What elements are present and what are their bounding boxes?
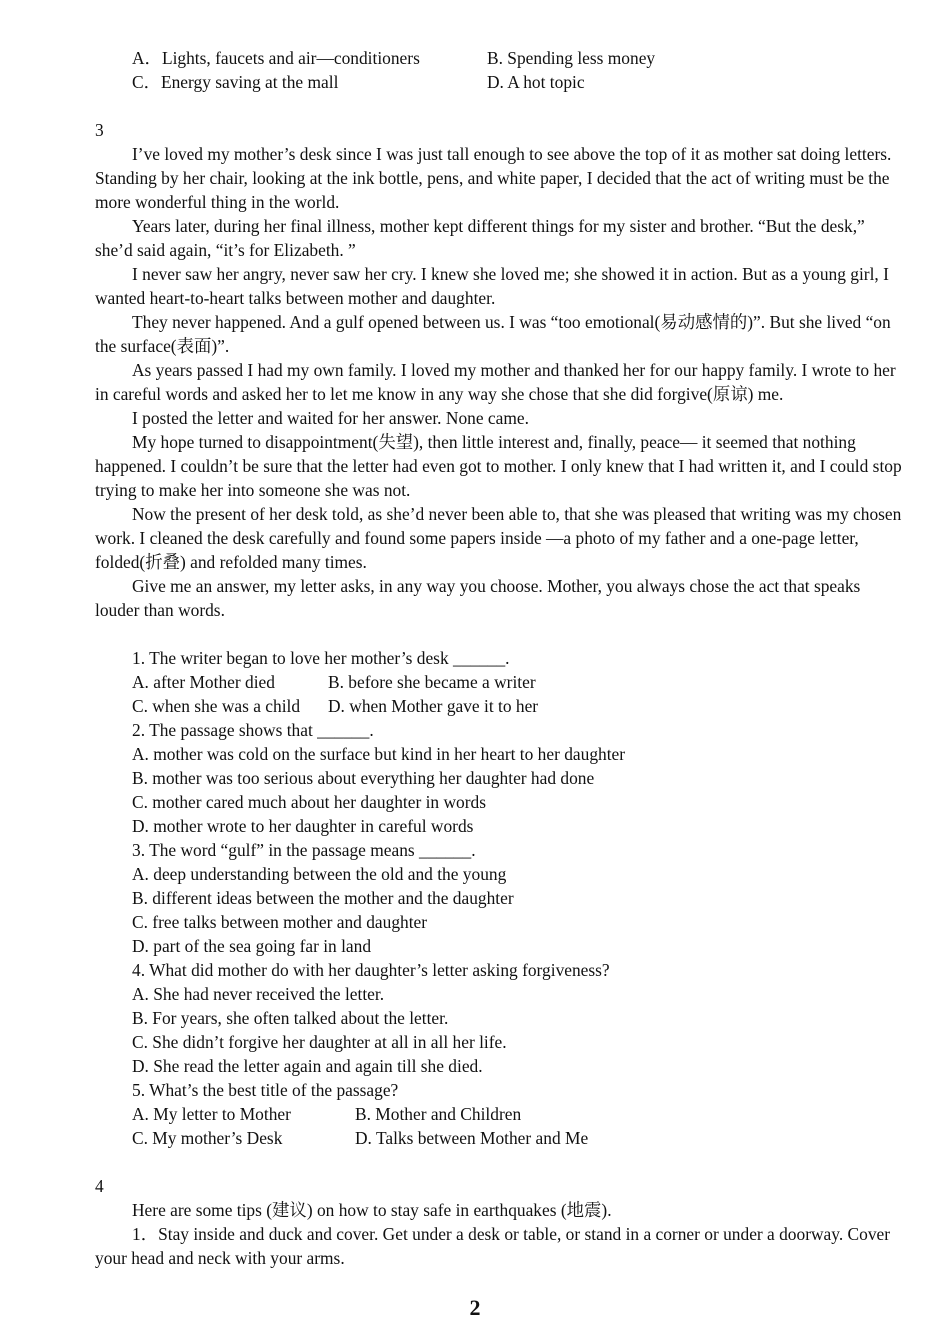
option-c: C. My mother’s Desk	[132, 1128, 283, 1148]
section-number: 4	[95, 1176, 104, 1196]
question-stem: 2. The passage shows that ______.	[132, 720, 374, 740]
option-a: A. after Mother died	[132, 672, 275, 692]
option-c: C．Energy saving at the mall	[132, 72, 339, 92]
option-b: B. before she became a writer	[328, 672, 536, 692]
option-d: D. mother wrote to her daughter in careful words	[132, 816, 474, 836]
passage-paragraph: They never happened. And a gulf opened between us. I was “too emotional(易动感情的)”. But she lived “on the surface(表面)”.	[95, 312, 891, 356]
passage-paragraph: As years passed I had my own family. I loved my mother and thanked her for our happy family. I wrote to her in careful words and asked her to let me know in any way she chose that she did forgive(原谅) me.	[95, 360, 896, 404]
option-d: D. Talks between Mother and Me	[355, 1128, 589, 1148]
option-a: A. deep understanding between the old and the young	[132, 864, 507, 884]
option-row	[95, 1102, 905, 1126]
option-d: D. when Mother gave it to her	[328, 696, 539, 716]
passage-paragraph: Give me an answer, my letter asks, in any way you choose. Mother, you always chose the act that speaks louder than words.	[95, 576, 861, 620]
option-c: C. free talks between mother and daughter	[132, 912, 428, 932]
passage-paragraph: My hope turned to disappointment(失望), then little interest and, finally, peace— it seemed that nothing happened. I couldn’t be sure that the letter had even got to mother. I only knew that I had written it, and I could stop trying to make her into someone she was not.	[95, 432, 902, 500]
option-c: C. when she was a child	[132, 696, 301, 716]
option-row	[95, 46, 905, 70]
option-c: C. mother cared much about her daughter in words	[132, 792, 486, 812]
passage-paragraph: I’ve loved my mother’s desk since I was just tall enough to see above the top of it as mother sat doing letters. Standing by her chair, looking at the ink bottle, pens, and white paper, I decided that the act of writing must be the more wonderful thing in the world.	[95, 144, 892, 212]
option-b: B. For years, she often talked about the letter.	[132, 1008, 449, 1028]
option-a: A. mother was cold on the surface but kind in her heart to her daughter	[132, 744, 626, 764]
option-b: B. Mother and Children	[355, 1104, 522, 1124]
passage-paragraph: Now the present of her desk told, as she’d never been able to, that she was pleased that writing was my chosen work. I cleaned the desk carefully and found some papers inside —a photo of my father and a one-page letter, folded(折叠) and refolded many times.	[95, 504, 902, 572]
passage-paragraph: I posted the letter and waited for her answer. None came.	[132, 408, 529, 428]
passage-paragraph: Years later, during her final illness, mother kept different things for my sister and brother. “But the desk,” she’d said again, “it’s for Elizabeth. ”	[95, 216, 865, 260]
passage-paragraph: Here are some tips (建议) on how to stay safe in earthquakes (地震).	[132, 1200, 612, 1220]
option-c: C. She didn’t forgive her daughter at all in all her life.	[132, 1032, 507, 1052]
document-page	[95, 46, 905, 1270]
question-stem: 4. What did mother do with her daughter’s letter asking forgiveness?	[132, 960, 610, 980]
option-row	[95, 670, 905, 694]
option-b: B. different ideas between the mother and the daughter	[132, 888, 514, 908]
option-row	[95, 694, 905, 718]
question-stem: 3. The word “gulf” in the passage means ______.	[132, 840, 476, 860]
option-d: D. She read the letter again and again till she died.	[132, 1056, 483, 1076]
option-a: A. She had never received the letter.	[132, 984, 385, 1004]
section-number: 3	[95, 120, 104, 140]
question-stem: 1. The writer began to love her mother’s desk ______.	[132, 648, 510, 668]
option-b: B. mother was too serious about everything her daughter had done	[132, 768, 595, 788]
option-a: A．Lights, faucets and air—conditioners	[132, 48, 420, 68]
option-row	[95, 70, 905, 94]
passage-paragraph: 1．Stay inside and duck and cover. Get under a desk or table, or stand in a corner or under a doorway. Cover your head and neck with your arms.	[95, 1224, 891, 1268]
page-number: 2	[469, 1295, 481, 1320]
question-stem: 5. What’s the best title of the passage?	[132, 1080, 399, 1100]
option-b: B. Spending less money	[487, 48, 656, 68]
option-row	[95, 1126, 905, 1150]
passage-paragraph: I never saw her angry, never saw her cry. I knew she loved me; she showed it in action. But as a young girl, I wanted heart-to-heart talks between mother and daughter.	[95, 264, 889, 308]
option-d: D. part of the sea going far in land	[132, 936, 372, 956]
option-a: A. My letter to Mother	[132, 1104, 291, 1124]
option-d: D. A hot topic	[487, 72, 585, 92]
